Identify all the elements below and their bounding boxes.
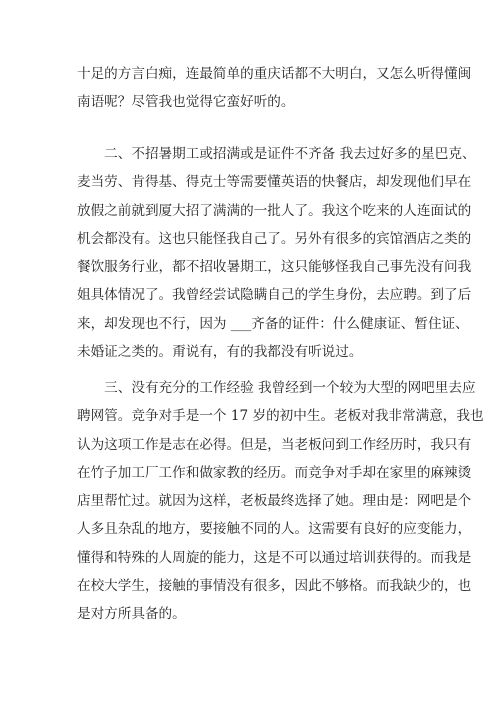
text-line: 在竹子加工厂工作和做家教的经历。而竞争对手却在家里的麻辣烫 bbox=[77, 464, 472, 481]
text-line: 三、没有充分的工作经验 我曾经到一个较为大型的网吧里去应 bbox=[77, 380, 476, 396]
text-line: 机会都没有。这也只能怪我自己了。另外有很多的宾馆酒店之类的 bbox=[77, 230, 472, 247]
paragraph-1 bbox=[77, 60, 472, 117]
text-line: 在校大学生，接触的事情没有很多，因此不够格。而我缺少的，也 bbox=[77, 578, 472, 595]
text-line: 懂得和特殊的人周旋的能力，这是不可以通过培训获得的。而我是 bbox=[77, 549, 472, 566]
text-line: 来，却发现也不行，因为 ___齐备的证件：什么健康证、暂住证、 bbox=[77, 315, 469, 332]
text-line: 麦当劳、肯得基、得克士等需要懂英语的快餐店，却发现他们早在 bbox=[77, 174, 472, 191]
text-line: 南语呢？尽管我也觉得它蛮好听的。 bbox=[77, 94, 295, 111]
text-line: 店里帮忙过。就因为这样，老板最终选择了她。理由是：网吧是个 bbox=[77, 493, 472, 510]
paragraph-3 bbox=[77, 374, 484, 629]
text-line: 人多且杂乱的地方，要接触不同的人。这需要有良好的应变能力， bbox=[77, 521, 472, 538]
text-line: 餐饮服务行业，都不招收暑期工，这只能够怪我自己事先没有问我 bbox=[77, 259, 472, 276]
text-line: 是对方所具备的。 bbox=[77, 606, 186, 623]
text-line: 放假之前就到厦大招了满满的一批人了。我这个吃来的人连面试的 bbox=[77, 202, 472, 219]
text-line: 十足的方言白痴，连最简单的重庆话都不大明白，又怎么听得懂闽 bbox=[77, 66, 472, 82]
text-line: 姐具体情况了。我曾经尝试隐瞒自己的学生身份，去应聘。到了后 bbox=[77, 287, 472, 304]
text-line: 未婚证之类的。甭说有，有的我都没有听说过。 bbox=[77, 344, 363, 361]
text-line: 二、不招暑期工或招满或是证件不齐备 我去过好多的星巴克、 bbox=[77, 146, 476, 162]
text-line: 聘网管。竞争对手是一个 17 岁的初中生。老板对我非常满意，我也 bbox=[77, 408, 484, 425]
paragraph-2 bbox=[77, 140, 476, 366]
text-line: 认为这项工作是志在必得。但是，当老板问到工作经历时，我只有 bbox=[77, 436, 472, 453]
